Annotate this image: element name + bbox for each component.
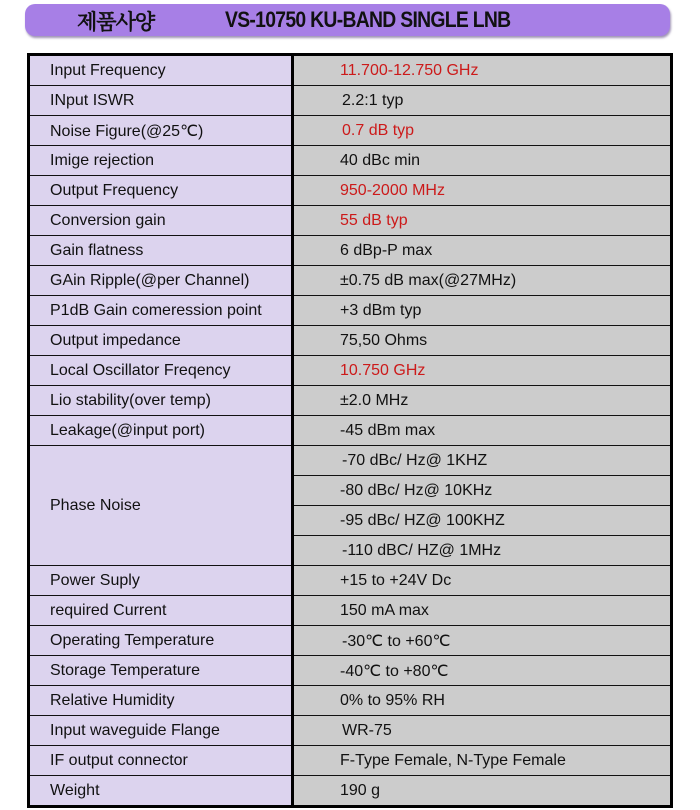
spec-label: Lio stability(over temp) bbox=[29, 386, 293, 416]
spec-label: Relative Humidity bbox=[29, 686, 293, 716]
spec-label: P1dB Gain comeression point bbox=[29, 296, 293, 326]
spec-label: required Current bbox=[29, 596, 293, 626]
spec-row bbox=[29, 116, 672, 146]
spec-value: 950-2000 MHz bbox=[293, 176, 672, 206]
phase-noise-value: -110 dBC/ HZ@ 1MHz bbox=[293, 536, 672, 566]
spec-value: 11.700-12.750 GHz bbox=[293, 55, 672, 86]
phase-noise-label: Phase Noise bbox=[29, 446, 293, 566]
phase-noise-value: -95 dBc/ HZ@ 100KHZ bbox=[293, 506, 672, 536]
spec-value: 10.750 GHz bbox=[293, 356, 672, 386]
spec-value: 2.2:1 typ bbox=[293, 86, 672, 116]
spec-label: Operating Temperature bbox=[29, 626, 293, 656]
spec-row bbox=[29, 596, 672, 626]
spec-label: Storage Temperature bbox=[29, 656, 293, 686]
spec-value: ±2.0 MHz bbox=[293, 386, 672, 416]
spec-row bbox=[29, 236, 672, 266]
spec-label: Output Frequency bbox=[29, 176, 293, 206]
spec-row bbox=[29, 386, 672, 416]
spec-label: GAin Ripple(@per Channel) bbox=[29, 266, 293, 296]
spec-value: F-Type Female, N-Type Female bbox=[293, 746, 672, 776]
spec-row bbox=[29, 55, 672, 86]
spec-row bbox=[29, 626, 672, 656]
spec-table-body bbox=[29, 55, 672, 807]
spec-row bbox=[29, 356, 672, 386]
spec-label: Weight bbox=[29, 776, 293, 807]
spec-row bbox=[29, 326, 672, 356]
spec-value: -45 dBm max bbox=[293, 416, 672, 446]
spec-row bbox=[29, 146, 672, 176]
spec-value: ±0.75 dB max(@27MHz) bbox=[293, 266, 672, 296]
spec-value: 75,50 Ohms bbox=[293, 326, 672, 356]
spec-value: 0.7 dB typ bbox=[293, 116, 672, 146]
spec-label: Imige rejection bbox=[29, 146, 293, 176]
spec-label: Power Suply bbox=[29, 566, 293, 596]
spec-value: 55 dB typ bbox=[293, 206, 672, 236]
spec-row bbox=[29, 776, 672, 807]
spec-label: Noise Figure(@25℃) bbox=[29, 116, 293, 146]
spec-value: +3 dBm typ bbox=[293, 296, 672, 326]
spec-value: 40 dBc min bbox=[293, 146, 672, 176]
spec-row bbox=[29, 296, 672, 326]
title-korean: 제품사양 bbox=[77, 10, 155, 34]
spec-value: 150 mA max bbox=[293, 596, 672, 626]
spec-label: Local Oscillator Freqency bbox=[29, 356, 293, 386]
spec-label: Leakage(@input port) bbox=[29, 416, 293, 446]
spec-row bbox=[29, 266, 672, 296]
spec-row bbox=[29, 716, 672, 746]
spec-label: Output impedance bbox=[29, 326, 293, 356]
spec-label: INput ISWR bbox=[29, 86, 293, 116]
spec-row bbox=[29, 416, 672, 446]
spec-row bbox=[29, 566, 672, 596]
spec-label: Input Frequency bbox=[29, 55, 293, 86]
spec-value: -40℃ to +80℃ bbox=[293, 656, 672, 686]
spec-label: Input waveguide Flange bbox=[29, 716, 293, 746]
spec-value: -30℃ to +60℃ bbox=[293, 626, 672, 656]
spec-row bbox=[29, 656, 672, 686]
spec-value: WR-75 bbox=[293, 716, 672, 746]
spec-row bbox=[29, 176, 672, 206]
spec-value: 0% to 95% RH bbox=[293, 686, 672, 716]
spec-label: Gain flatness bbox=[29, 236, 293, 266]
spec-label: IF output connector bbox=[29, 746, 293, 776]
phase-noise-row bbox=[29, 446, 672, 476]
title-banner bbox=[25, 4, 670, 36]
spec-value: 190 g bbox=[293, 776, 672, 807]
phase-noise-value: -70 dBc/ Hz@ 1KHZ bbox=[293, 446, 672, 476]
title-product: VS-10750 KU-BAND SINGLE LNB bbox=[225, 7, 511, 32]
spec-row bbox=[29, 746, 672, 776]
spec-row bbox=[29, 86, 672, 116]
spec-value: 6 dBp-P max bbox=[293, 236, 672, 266]
spec-row bbox=[29, 206, 672, 236]
spec-table bbox=[27, 53, 673, 808]
spec-row bbox=[29, 686, 672, 716]
spec-label: Conversion gain bbox=[29, 206, 293, 236]
phase-noise-value: -80 dBc/ Hz@ 10KHz bbox=[293, 476, 672, 506]
spec-value: +15 to +24V Dc bbox=[293, 566, 672, 596]
